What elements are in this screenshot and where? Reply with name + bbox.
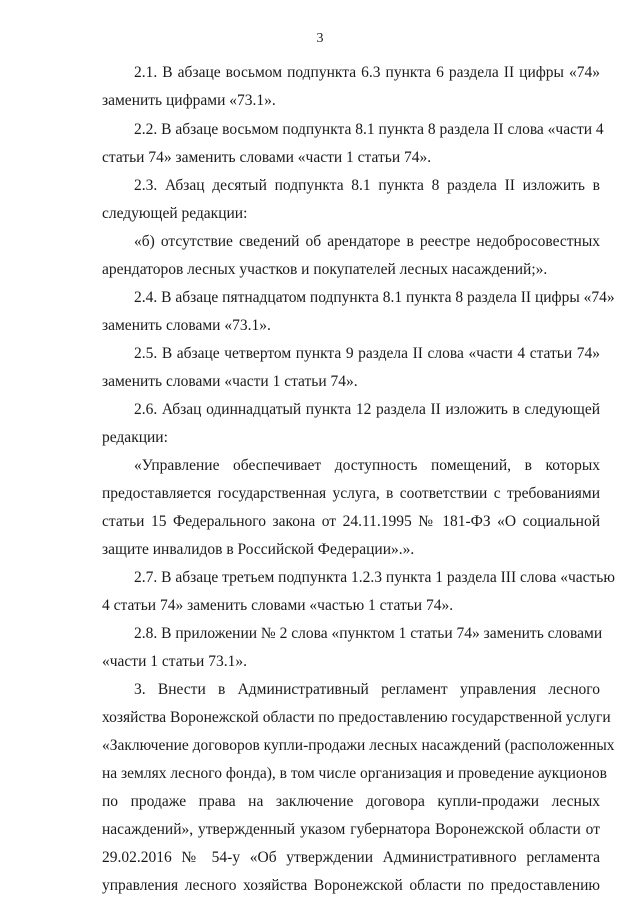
text-line: «части 1 статьи 73.1».: [102, 653, 247, 670]
text-line: 2.4. В абзаце пятнадцатом подпункта 8.1 пункта 8 раздела II цифры «74»: [134, 289, 615, 306]
text-line: 3. Внести в Административный регламент управления лесного: [134, 681, 600, 698]
text-line: 2.2. В абзаце восьмом подпункта 8.1 пункта 8 раздела II слова «части 4: [134, 121, 604, 138]
text-line: статьи 15 Федерального закона от 24.11.1995 № 181-ФЗ «О социальной: [102, 513, 600, 530]
text-line: редакции:: [102, 429, 168, 446]
text-line: заменить словами «73.1».: [102, 317, 271, 334]
text-line: защите инвалидов в Российской Федерации».».: [102, 541, 415, 558]
text-line: предоставляется государственная услуга, в соответствии с требованиями: [102, 485, 600, 502]
text-line: 29.02.2016 № 54-у «Об утверждении Административного регламента: [102, 849, 600, 866]
text-line: насаждений», утвержденный указом губернатора Воронежской области от: [102, 821, 600, 838]
text-line: 4 статьи 74» заменить словами «частью 1 статьи 74».: [102, 597, 454, 614]
text-line: управления лесного хозяйства Воронежской области по предоставлению: [102, 877, 600, 894]
text-line: статьи 74» заменить словами «части 1 статьи 74».: [102, 149, 432, 166]
text-line: арендаторов лесных участков и покупателей лесных насаждений;».: [102, 261, 548, 278]
page-number: 3: [316, 31, 324, 46]
text-line: следующей редакции:: [102, 205, 248, 222]
text-line: по продаже права на заключение договора купли-продажи лесных: [102, 793, 600, 810]
text-line: заменить словами «части 1 статьи 74».: [102, 373, 358, 390]
text-line: 2.7. В абзаце третьем подпункта 1.2.3 пункта 1 раздела III слова «частью: [134, 569, 615, 586]
text-line: 2.8. В приложении № 2 слова «пунктом 1 статьи 74» заменить словами: [134, 625, 603, 642]
text-line: 2.5. В абзаце четвертом пункта 9 раздела II слова «части 4 статьи 74»: [134, 345, 600, 362]
text-line: «Заключение договоров купли-продажи лесных насаждений (расположенных: [102, 737, 615, 754]
text-line: хозяйства Воронежской области по предоставлению государственной услуги: [102, 709, 611, 726]
text-line: «Управление обеспечивает доступность помещений, в которых: [134, 457, 600, 474]
text-line: 2.6. Абзац одиннадцатый пункта 12 раздела II изложить в следующей: [134, 401, 600, 418]
text-line: на землях лесного фонда), в том числе организация и проведение аукционов: [102, 765, 607, 782]
text-line: заменить цифрами «73.1».: [102, 92, 276, 109]
text-line: 2.1. В абзаце восьмом подпункта 6.3 пункта 6 раздела II цифры «74»: [134, 64, 600, 81]
text-line: «б) отсутствие сведений об арендаторе в реестре недобросовестных: [134, 233, 600, 250]
text-line: 2.3. Абзац десятый подпункта 8.1 пункта 8 раздела II изложить в: [134, 177, 600, 194]
